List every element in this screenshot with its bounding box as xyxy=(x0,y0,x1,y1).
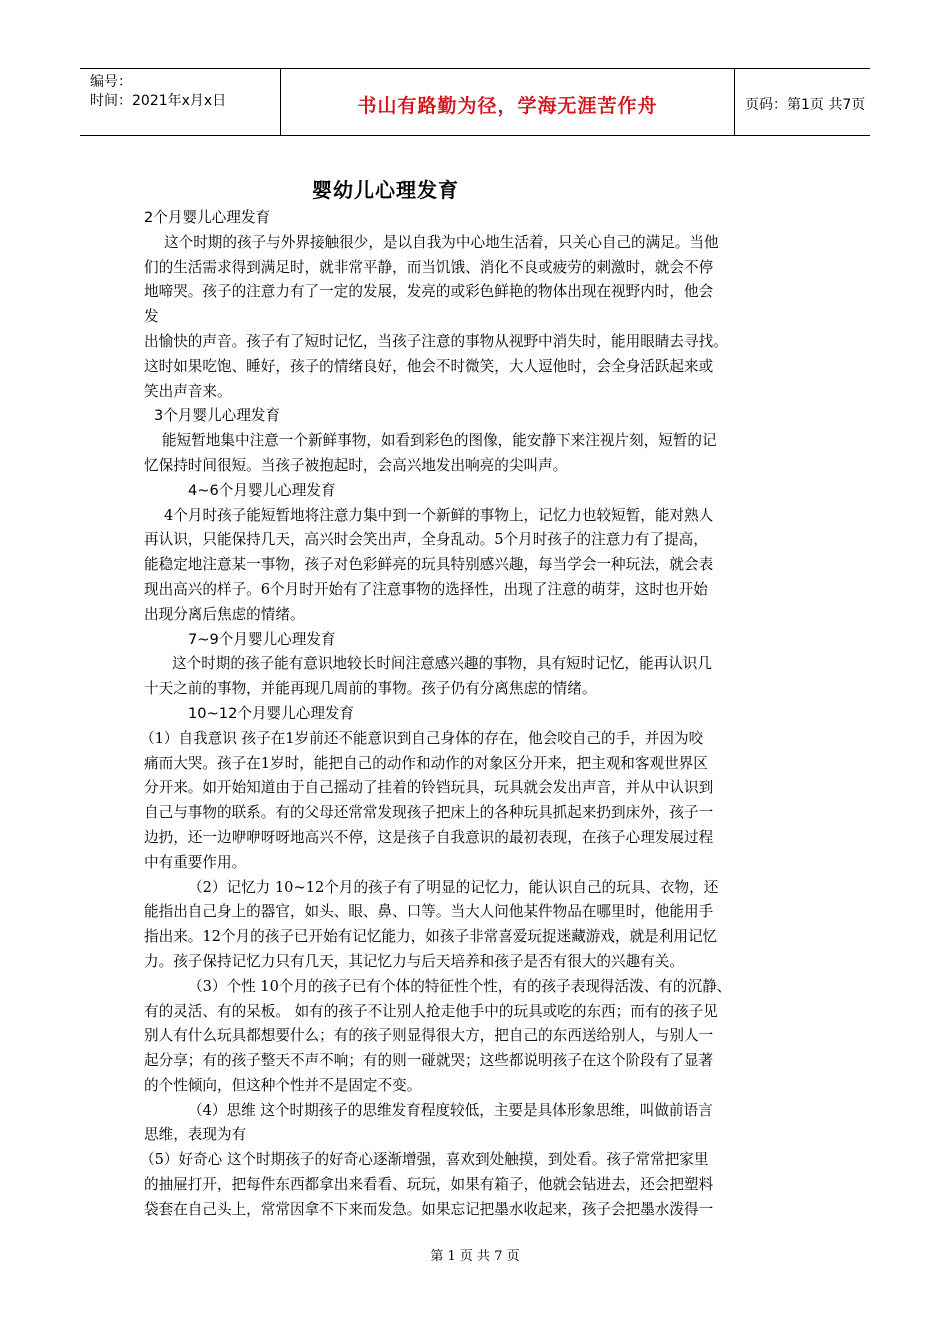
body-line: 们的生活需求得到满足时，就非常平静，而当饥饿、消化不良或疲劳的刺激时，就会不停 xyxy=(144,258,714,276)
body-line: 笑出声音来。 xyxy=(144,382,232,400)
body-line: 出愉快的声音。孩子有了短时记忆，当孩子注意的事物从视野中消失时，能用眼睛去寻找。 xyxy=(144,332,728,350)
body-line: 再认识，只能保持几天，高兴时会笑出声，全身乱动。5个月时孩子的注意力有了提高， xyxy=(144,531,708,549)
body-line: 痛而大哭。孩子在1岁时，能把自己的动作和动作的对象区分开来，把主观和客观世界区 xyxy=(144,754,708,772)
section-heading: 10~12个月婴儿心理发育 xyxy=(188,704,355,722)
body-line: 的个性倾向，但这种个性并不是固定不变。 xyxy=(144,1076,422,1094)
body-line: 现出高兴的样子。6个月时开始有了注意事物的选择性，出现了注意的萌芽，这时也开始 xyxy=(144,580,708,598)
page-footer: 第 1 页 共 7 页 xyxy=(430,1249,520,1264)
header-motto-cell xyxy=(280,69,735,135)
body-line: 十天之前的事物，并能再现几周前的事物。孩子仍有分离焦虑的情绪。 xyxy=(144,680,597,698)
body-line: 分开来。如开始知道由于自己摇动了挂着的铃铛玩具，玩具就会发出声音，并从中认识到 xyxy=(144,779,714,797)
header-left-cell xyxy=(80,69,280,135)
motto: 书山有路勤为径，学海无涯苦作舟 xyxy=(357,95,658,117)
section-heading: 3个月婴儿心理发育 xyxy=(154,407,281,425)
body-line: （3）个性 10个月的孩子已有个体的特征性个性，有的孩子表现得活泼、有的沉静、 xyxy=(188,977,732,995)
body-line: 这时如果吃饱、睡好，孩子的情绪良好，他会不时微笑，大人逗他时，会全身活跃起来或 xyxy=(144,357,714,375)
section-heading: 4~6个月婴儿心理发育 xyxy=(188,481,336,499)
body-line: （5）好奇心 这个时期孩子的好奇心逐渐增强，喜欢到处触摸，到处看。孩子常常把家里 xyxy=(140,1151,709,1169)
body-line: 中有重要作用。 xyxy=(144,853,247,871)
body-line: 的抽屉打开，把每件东西都拿出来看看、玩玩，如果有箱子，他就会钻进去，还会把塑料 xyxy=(144,1176,714,1194)
document-title: 婴幼儿心理发育 xyxy=(312,178,459,202)
body-line: 思维，表现为有 xyxy=(144,1126,247,1144)
date-line: 时间：2021年x月x日 xyxy=(90,93,227,109)
body-line: （1）自我意识 孩子在1岁前还不能意识到自己身体的存在，他会咬自己的手，并因为咬 xyxy=(140,729,704,747)
body-line: 边扔，还一边咿咿呀呀地高兴不停，这是孩子自我意识的最初表现，在孩子心理发展过程 xyxy=(144,828,714,846)
body-line: 能稳定地注意某一事物，孩子对色彩鲜亮的玩具特别感兴趣，每当学会一种玩法，就会表 xyxy=(144,556,714,574)
number-label: 编号： xyxy=(90,74,132,90)
body-line: 这个时期的孩子与外界接触很少，是以自我为中心地生活着，只关心自己的满足。当他 xyxy=(164,233,719,251)
body-line: 指出来。12个月的孩子已开始有记忆能力，如孩子非常喜爱玩捉迷藏游戏，就是利用记忆 xyxy=(144,928,718,946)
header-table xyxy=(80,68,870,136)
body-line: 地啼哭。孩子的注意力有了一定的发展，发亮的或彩色鲜艳的物体出现在视野内时，他会 xyxy=(144,283,714,301)
body-line: 起分享；有的孩子整天不声不响；有的则一碰就哭；这些都说明孩子在这个阶段有了显著 xyxy=(144,1052,714,1070)
body-line: （4）思维 这个时期孩子的思维发育程度较低，主要是具体形象思维，叫做前语言 xyxy=(188,1101,713,1119)
document-body xyxy=(140,206,814,1223)
body-line: （2）记忆力 10~12个月的孩子有了明显的记忆力，能认识自己的玩具、衣物，还 xyxy=(188,878,719,896)
body-line: 自己与事物的联系。有的父母还常常发现孩子把床上的各种玩具抓起来扔到床外，孩子一 xyxy=(144,804,714,822)
body-line: 能短暂地集中注意一个新鲜事物，如看到彩色的图像，能安静下来注视片刻，短暂的记 xyxy=(162,432,717,450)
body-line: 别人有什么玩具都想要什么；有的孩子则显得很大方，把自己的东西送给别人，与别人一 xyxy=(144,1027,714,1045)
body-line: 这个时期的孩子能有意识地较长时间注意感兴趣的事物，具有短时记忆，能再认识几 xyxy=(172,655,712,673)
body-line: 有的灵活、有的呆板。 如有的孩子不让别人抢走他手中的玩具或吃的东西；而有的孩子见 xyxy=(144,1002,718,1020)
body-line: 力。孩子保持记忆力只有几天，其记忆力与后天培养和孩子是否有很大的兴趣有关。 xyxy=(144,952,684,970)
body-line: 袋套在自己头上，常常因拿不下来而发急。如果忘记把墨水收起来，孩子会把墨水泼得一 xyxy=(144,1200,714,1218)
body-line: 能指出自己身上的器官，如头、眼、鼻、口等。当大人问他某件物品在哪里时，他能用手 xyxy=(144,903,714,921)
header-page-cell xyxy=(735,69,870,135)
page-info: 页码：第1页 共7页 xyxy=(745,97,866,113)
body-line: 发 xyxy=(144,308,159,326)
section-heading: 2个月婴儿心理发育 xyxy=(144,209,271,226)
body-line: 4个月时孩子能短暂地将注意力集中到一个新鲜的事物上，记忆力也较短暂，能对熟人 xyxy=(164,506,714,524)
body-line: 出现分离后焦虑的情绪。 xyxy=(144,605,305,623)
body-line: 忆保持时间很短。当孩子被抱起时，会高兴地发出响亮的尖叫声。 xyxy=(144,456,568,474)
section-heading: 7~9个月婴儿心理发育 xyxy=(188,630,336,648)
